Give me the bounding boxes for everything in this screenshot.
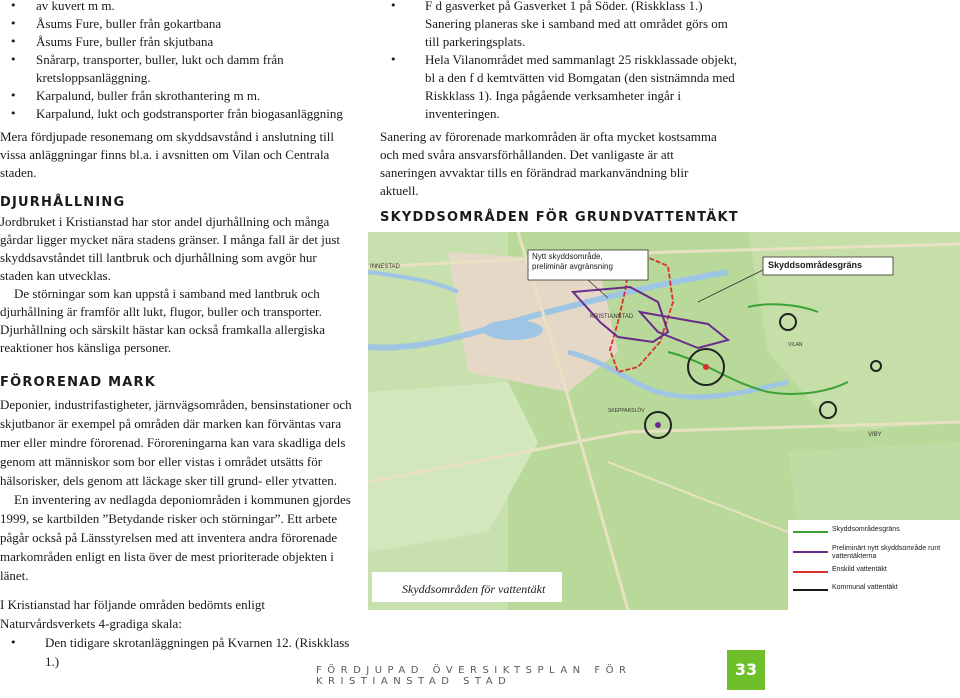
map-label-skepparslov: SKEPPARSLÖV <box>608 408 645 414</box>
map-well-point <box>655 422 661 428</box>
legend-label: Kommunal vattentäkt <box>832 584 898 591</box>
section-heading: FÖRORENAD MARK <box>0 375 157 390</box>
map-caption: Skyddsområden för vattentäkt <box>402 582 546 596</box>
map-label-innestad: INNESTAD <box>370 264 400 270</box>
riskklass-objects-list <box>380 0 740 123</box>
paragraph: De störningar som kan uppstå i samband med lantbruk och djurhållning är framför allt lukt, flugor, buller och transporter. Djurhållning och särskilt hästar kan också framkalla allergiska reaktioner hos känsliga personer. <box>0 286 326 355</box>
map-label-kristianstad: KRISTIANSTAD <box>590 314 634 320</box>
footer-title: FÖRDJUPAD ÖVERSIKTSPLAN FÖR KRISTIANSTAD STAD <box>316 665 632 687</box>
map-heading: SKYDDSOMRÅDEN FÖR GRUNDVATTENTÄKT <box>380 210 739 225</box>
map-label-vilan: VILAN <box>788 342 803 348</box>
list-item: • Snårarp, transporter, buller, lukt och damm från kretsloppsanläggning. <box>0 51 345 87</box>
sanering-paragraph: Sanering av förorenade markområden är ofta mycket kostsamma och med svåra ansvarsförhållanden. Det vanligaste är att saneringen avvaktar tills en förändrad markanvändning blir aktuell. <box>380 129 717 198</box>
list-item: • F d gasverket på Gasverket 1 på Söder. (Riskklass 1.) Sanering planeras ske i samband med att området görs om till parkeringsplats. <box>380 0 740 51</box>
map-well-point <box>703 364 709 370</box>
list-item: • Hela Vilanområdet med sammanlagt 25 riskklassade objekt, bl a den f d kemtvätten vid Bomgatan (den sistnämnda med Riskklass 1). Inga pågående verksamheter ingår i inventeringen. <box>380 51 740 123</box>
map-lake <box>483 320 543 340</box>
map-label-viby: VIBY <box>868 432 882 438</box>
page-number: 33 <box>727 650 765 690</box>
groundwater-protection-map <box>368 232 960 610</box>
list-item: • Åsums Fure, buller från gokartbana <box>0 15 345 33</box>
disturbance-list <box>0 0 345 123</box>
list-item: • Den tidigare skrotanläggningen på Kvarnen 12. (Riskklass 1.) <box>0 633 355 671</box>
paragraph: Deponier, industrifastigheter, järnvägsområden, bensinstationer och skjutbanor är exempel på områden där marken kan förväntas vara mer eller mindre förorenad. Föroreningarna kan vara skadliga dels genom att människor som bor eller vistas i området utsätts för hälsorisker, dels genom att läckage sker till grund- eller ytvatten. <box>0 397 352 488</box>
riskklass-list <box>0 633 355 671</box>
list-item: • Karpalund, lukt och godstransporter från biogasanläggning <box>0 105 345 123</box>
resonemang-paragraph: Mera fördjupade resonemang om skyddsavstånd i anslutning till vissa anläggningar finns bl.a. i avsnitten om Vilan och Centrala staden. <box>0 129 334 180</box>
legend-label: Enskild vattentäkt <box>832 566 887 573</box>
right-top-column <box>380 0 740 123</box>
legend-label: Skyddsområdesgräns <box>832 526 900 533</box>
djurhallning-section <box>0 194 350 357</box>
paragraph: I Kristianstad har följande områden bedömts enligt Naturvårdsverkets 4-gradiga skala: <box>0 597 265 631</box>
legend-label: Preliminärt nytt skyddsområde runt vattentäkterna <box>832 545 941 560</box>
map-label-new-area: Nytt skyddsområde, preliminär avgränsning <box>532 252 613 271</box>
list-item: • Åsums Fure, buller från skjutbana <box>0 33 345 51</box>
list-item: • Karpalund, buller från skrothantering m m. <box>0 87 345 105</box>
paragraph: En inventering av nedlagda deponiområden i kommunen gjordes 1999, se kartbilden ”Betydande risker och störningar”. Ett arbete pågår också på Länsstyrelsen med att inventera andra förorenade markområden enligt en lista över de mest prioriterade objekten i länet. <box>0 492 351 583</box>
map-label-protection: Skyddsområdesgräns <box>768 260 863 270</box>
fororenad-mark-section <box>0 374 355 671</box>
paragraph: Jordbruket i Kristianstad har stor andel djurhållning och många gårdar ligger mycket nära stadens gränser. I många fall är det just skyddsavståndet till lantbruk och djurhållning som avgör hur staden kan utvecklas. <box>0 214 341 283</box>
list-item: • av kuvert m m. <box>0 0 345 15</box>
section-heading: DJURHÅLLNING <box>0 195 126 210</box>
map-legend <box>788 520 960 610</box>
left-top-column <box>0 0 345 123</box>
